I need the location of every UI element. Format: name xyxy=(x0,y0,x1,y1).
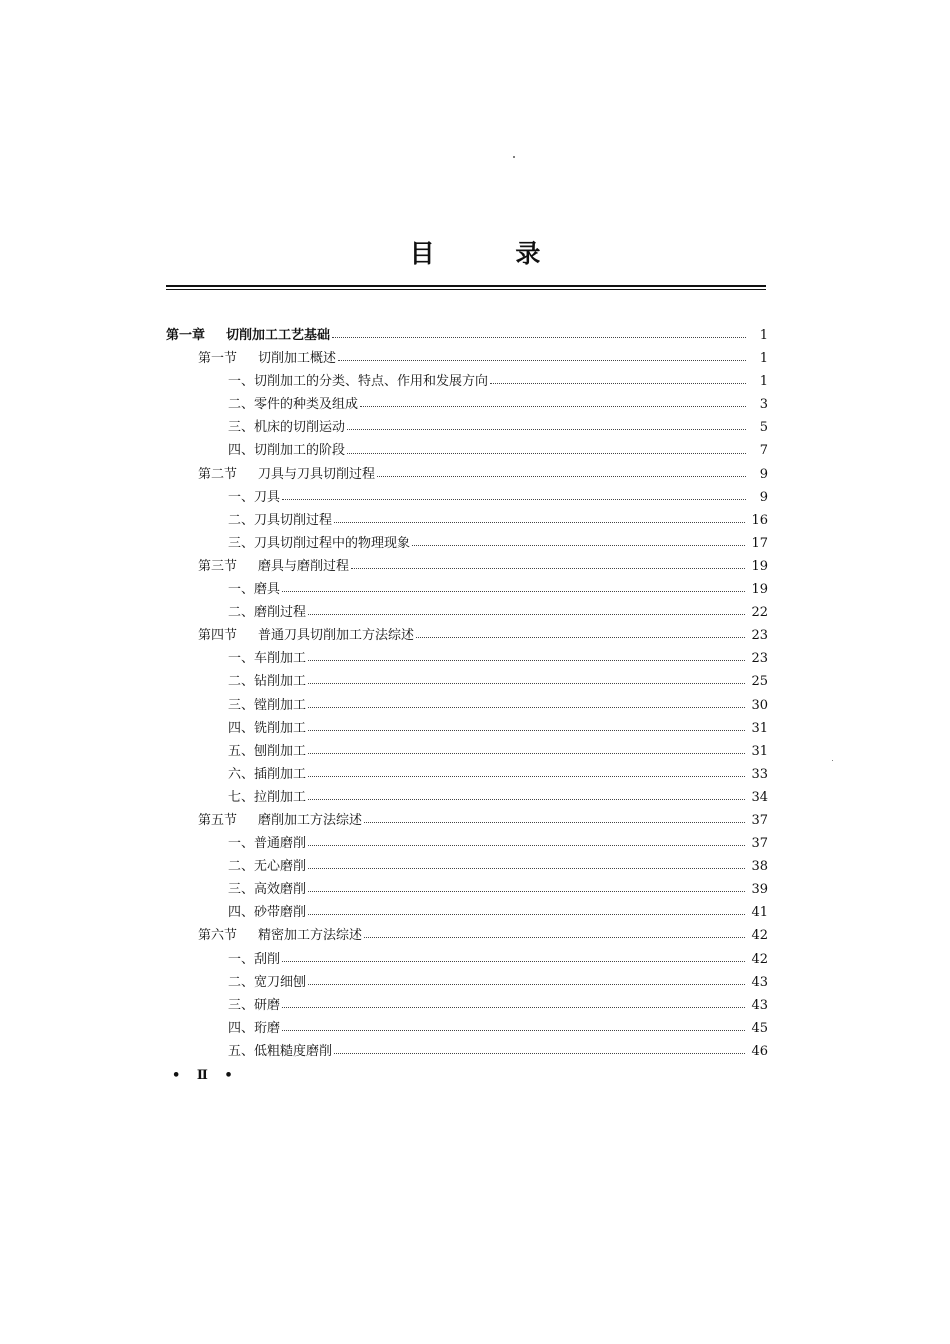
toc-entry xyxy=(166,578,768,601)
toc-entry-title: 二、无心磨削 xyxy=(228,859,307,875)
toc-entry xyxy=(166,416,768,439)
toc-entry-title: 五、刨削加工 xyxy=(228,743,307,759)
toc-dot-leader xyxy=(308,984,745,985)
toc-entry-page: 34 xyxy=(751,789,768,805)
toc-entry xyxy=(166,971,768,994)
toc-entry xyxy=(166,463,768,486)
toc-entry-number: 第一节 xyxy=(198,351,238,367)
toc-entry-title: 三、镗削加工 xyxy=(228,697,307,713)
toc-entry-title: 二、宽刀细刨 xyxy=(228,974,307,990)
toc-entry-number: 第一章 xyxy=(166,328,206,343)
toc-entry xyxy=(166,486,768,509)
toc-entry xyxy=(166,347,768,370)
toc-entry-title: 切削加工工艺基础 xyxy=(226,328,331,343)
toc-entry-page: 41 xyxy=(751,905,768,921)
toc-entry-title: 二、钻削加工 xyxy=(228,674,307,690)
toc-entry-title: 精密加工方法综述 xyxy=(258,928,363,944)
toc-entry xyxy=(166,393,768,416)
toc-dot-leader xyxy=(308,660,745,661)
toc-dot-leader xyxy=(334,522,745,523)
toc-entry xyxy=(166,509,768,532)
toc-dot-leader xyxy=(351,568,745,569)
toc-entry-title: 二、零件的种类及组成 xyxy=(228,397,359,413)
toc-entry-title: 刀具与刀具切削过程 xyxy=(258,466,376,482)
toc-entry-number: 第四节 xyxy=(198,628,238,644)
toc-entry xyxy=(166,832,768,855)
toc-entry-title: 四、砂带磨削 xyxy=(228,905,307,921)
toc-entry-title: 二、刀具切削过程 xyxy=(228,512,333,528)
toc-entry-page: 31 xyxy=(751,743,768,759)
toc-entry xyxy=(166,324,768,347)
toc-dot-leader xyxy=(282,591,745,592)
scan-speck xyxy=(513,156,515,158)
toc-entry-title: 一、磨具 xyxy=(228,582,281,598)
toc-entry-title: 四、珩磨 xyxy=(228,1020,281,1036)
toc-entry xyxy=(166,555,768,578)
toc-entry xyxy=(166,717,768,740)
toc-dot-leader xyxy=(282,961,745,962)
toc-dot-leader xyxy=(308,799,745,800)
toc-dot-leader xyxy=(347,453,746,454)
toc-entry-page: 7 xyxy=(759,443,768,459)
toc-entry xyxy=(166,948,768,971)
toc-entry-title: 一、切削加工的分类、特点、作用和发展方向 xyxy=(228,374,489,390)
toc-entry-title: 二、磨削过程 xyxy=(228,605,307,621)
toc-dot-leader xyxy=(308,683,745,684)
toc-entry-number: 第六节 xyxy=(198,928,238,944)
toc-entry-title: 四、切削加工的阶段 xyxy=(228,443,346,459)
toc-dot-leader xyxy=(308,614,745,615)
toc-dot-leader xyxy=(308,868,745,869)
page-title: 目 录 xyxy=(409,239,577,268)
toc-entry-title: 一、刮削 xyxy=(228,951,281,967)
toc-entry-title: 七、拉削加工 xyxy=(228,789,307,805)
toc-entry-page: 33 xyxy=(751,766,768,782)
toc-dot-leader xyxy=(308,776,745,777)
toc-dot-leader xyxy=(308,707,745,708)
toc-entry xyxy=(166,1040,768,1063)
scan-speck xyxy=(832,760,833,761)
toc-entry xyxy=(166,740,768,763)
toc-entry-page: 45 xyxy=(751,1020,768,1036)
toc-dot-leader xyxy=(360,406,746,407)
toc-entry-number: 第三节 xyxy=(198,558,238,574)
toc-entry xyxy=(166,878,768,901)
toc-entry-title: 切削加工概述 xyxy=(258,351,337,367)
toc-dot-leader xyxy=(364,822,745,823)
toc-entry-title: 磨削加工方法综述 xyxy=(258,812,363,828)
toc-entry-page: 43 xyxy=(751,997,768,1013)
toc-entry xyxy=(166,601,768,624)
toc-entry-page: 3 xyxy=(759,397,768,413)
toc-dot-leader xyxy=(490,383,746,384)
toc-entry-title: 一、普通磨削 xyxy=(228,836,307,852)
toc-entry-title: 普通刀具切削加工方法综述 xyxy=(258,628,415,644)
toc-entry-page: 1 xyxy=(759,351,768,367)
toc-entry-page: 1 xyxy=(759,328,768,343)
toc-entry xyxy=(166,901,768,924)
toc-entry xyxy=(166,647,768,670)
toc-dot-leader xyxy=(334,1053,745,1054)
toc-entry-page: 43 xyxy=(751,974,768,990)
toc-entry-title: 三、刀具切削过程中的物理现象 xyxy=(228,535,411,551)
toc-entry-page: 38 xyxy=(751,859,768,875)
toc-entry-title: 五、低粗糙度磨削 xyxy=(228,1043,333,1059)
toc-entry-page: 19 xyxy=(751,558,768,574)
toc-entry-page: 46 xyxy=(751,1043,768,1059)
toc-entry xyxy=(166,855,768,878)
toc-dot-leader xyxy=(338,360,746,361)
toc-entry-page: 42 xyxy=(751,951,768,967)
toc-entry-title: 一、车削加工 xyxy=(228,651,307,667)
toc-entry-title: 三、研磨 xyxy=(228,997,281,1013)
toc-entry-page: 23 xyxy=(751,651,768,667)
toc-entry-page: 9 xyxy=(759,489,768,505)
toc-entry xyxy=(166,994,768,1017)
toc-entry-page: 25 xyxy=(751,674,768,690)
toc-entry xyxy=(166,439,768,462)
toc-dot-leader xyxy=(308,845,745,846)
toc-entry xyxy=(166,670,768,693)
toc-entry xyxy=(166,924,768,947)
toc-entry-page: 30 xyxy=(751,697,768,713)
toc-entry-title: 三、机床的切削运动 xyxy=(228,420,346,436)
toc-dot-leader xyxy=(308,891,745,892)
toc-dot-leader xyxy=(412,545,745,546)
toc-entry-page: 37 xyxy=(751,812,768,828)
toc-dot-leader xyxy=(308,730,745,731)
table-of-contents xyxy=(166,324,768,1063)
toc-entry-number: 第二节 xyxy=(198,466,238,482)
page-folio: • Ⅱ • xyxy=(172,1068,239,1083)
toc-dot-leader xyxy=(347,429,746,430)
toc-entry-page: 16 xyxy=(751,512,768,528)
toc-entry-title: 磨具与磨削过程 xyxy=(258,558,350,574)
toc-entry-page: 31 xyxy=(751,720,768,736)
toc-entry xyxy=(166,809,768,832)
toc-dot-leader xyxy=(416,637,745,638)
toc-dot-leader xyxy=(282,1007,745,1008)
toc-entry-title: 一、刀具 xyxy=(228,489,281,505)
toc-entry-title: 三、高效磨削 xyxy=(228,882,307,898)
toc-entry-page: 19 xyxy=(751,582,768,598)
toc-entry-number: 第五节 xyxy=(198,812,238,828)
toc-dot-leader xyxy=(332,337,746,338)
toc-entry-title: 四、铣削加工 xyxy=(228,720,307,736)
toc-entry xyxy=(166,624,768,647)
toc-dot-leader xyxy=(282,499,746,500)
toc-dot-leader xyxy=(282,1030,745,1031)
toc-entry-page: 5 xyxy=(759,420,768,436)
toc-entry-page: 22 xyxy=(751,605,768,621)
title-rule-thin xyxy=(166,289,766,290)
title-rule-thick xyxy=(166,285,766,287)
toc-entry xyxy=(166,370,768,393)
toc-entry-page: 23 xyxy=(751,628,768,644)
toc-entry-page: 17 xyxy=(751,535,768,551)
toc-entry-page: 9 xyxy=(759,466,768,482)
toc-dot-leader xyxy=(377,476,746,477)
toc-entry xyxy=(166,786,768,809)
toc-entry xyxy=(166,532,768,555)
toc-entry xyxy=(166,1017,768,1040)
toc-entry xyxy=(166,763,768,786)
toc-entry-page: 1 xyxy=(759,374,768,390)
toc-entry-page: 42 xyxy=(751,928,768,944)
toc-dot-leader xyxy=(308,914,745,915)
toc-entry-page: 39 xyxy=(751,882,768,898)
toc-entry-title: 六、插削加工 xyxy=(228,766,307,782)
toc-dot-leader xyxy=(364,937,745,938)
toc-entry-page: 37 xyxy=(751,836,768,852)
toc-entry xyxy=(166,694,768,717)
toc-dot-leader xyxy=(308,753,745,754)
